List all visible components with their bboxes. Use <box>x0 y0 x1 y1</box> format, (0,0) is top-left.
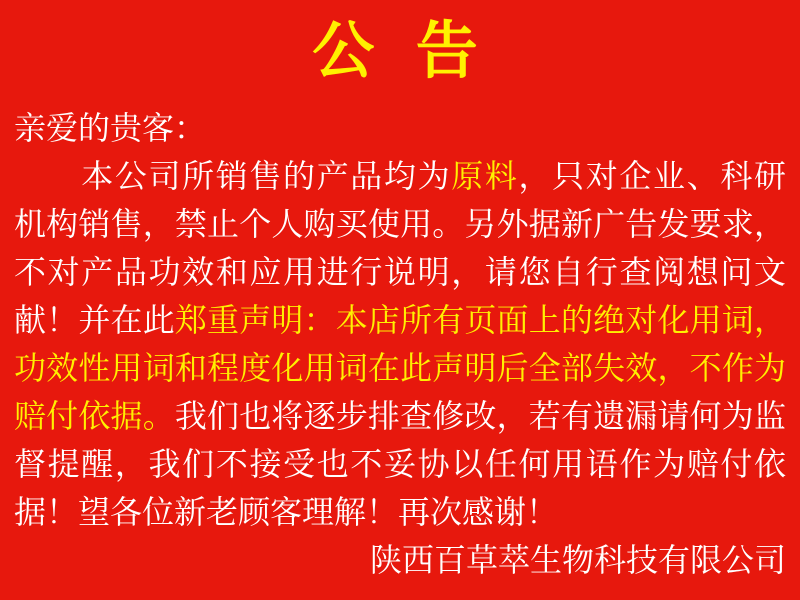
announcement-title: 公 告 <box>312 14 488 87</box>
notice-line <box>14 248 786 296</box>
notice-text-segment: 本公司所销售的产品均为 <box>81 157 452 195</box>
notice-text-segment: 督提醒，我们不接受也不妥协以任何用语作为赔付依 <box>14 445 786 483</box>
notice-line <box>14 488 786 536</box>
notice-line <box>14 152 786 200</box>
announcement-body <box>0 102 800 584</box>
notice-line <box>14 392 786 440</box>
notice-text-segment: 赔付依据。 <box>14 397 175 435</box>
notice-text-segment: 不对产品功效和应用进行说明，请您自行查阅想问文 <box>14 253 786 291</box>
notice-text-segment: ，只对企业、科研 <box>518 157 786 195</box>
notice-line <box>14 344 786 392</box>
notice-line <box>14 536 786 584</box>
notice-text-segment: 功效性用词和程度化用词在此声明后全部失效，不作为 <box>14 349 786 387</box>
notice-text-segment: 亲爱的贵客： <box>14 109 207 147</box>
notice-line <box>14 104 786 152</box>
notice-text-segment: 原料 <box>451 157 519 195</box>
notice-line <box>14 200 786 248</box>
notice-text-segment: 我们也将逐步排查修改，若有遗漏请何为监 <box>174 397 786 435</box>
notice-text-segment: 机构销售，禁止个人购买使用。另外据新广告发要求， <box>14 205 786 243</box>
notice-text-segment: 陕西百草萃生物科技有限公司 <box>369 541 786 579</box>
notice-line <box>14 296 786 344</box>
notice-line <box>14 440 786 488</box>
notice-text-segment: 郑重声明：本店所有页面上的绝对化用词， <box>174 301 786 339</box>
notice-text-segment: 献！并在此 <box>14 301 175 339</box>
notice-text-segment: 据！望各位新老顾客理解！再次感谢！ <box>14 493 559 531</box>
